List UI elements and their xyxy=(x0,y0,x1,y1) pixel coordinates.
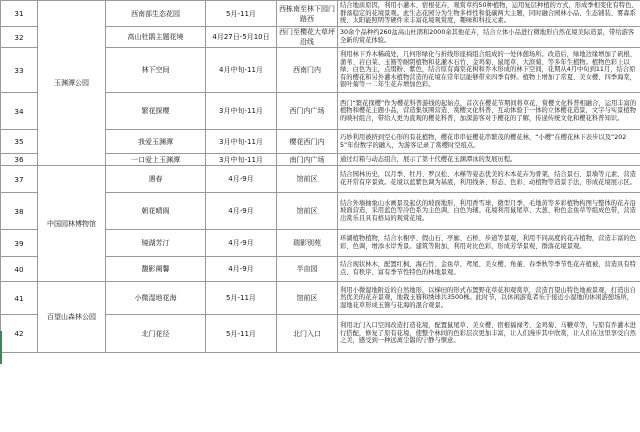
location-cell: 西南门内 xyxy=(277,48,338,93)
row-number-cell: 40 xyxy=(1,257,38,282)
description-cell: 利用北门入口空间改造打造花境，配置鼠尾草、美女樱、宿根福禄考、金鸡菊、马鞭草等，与原有乔灌木进行搭配，修复了原有花境，使整个林间的色彩层次更加丰富，让人们漫步其中欣赏，让人们在这里享受自然之美，感受到一种远离尘嚣的宁静与惬意。 xyxy=(338,315,640,353)
park-name-cell: 中国园林博物馆 xyxy=(38,166,106,282)
description-cell: 利用林下乔木稀疏处，几何形绿化与折线形座椅组合组成的一处休憩场所。改造后，绿地边缘增加了矾根、蒲苇、岩白菜、玉簪等耐阴植物和花灌木石竹、金鸡菊、鼠尾草、大滨菊、等多年生植物。植物色彩上以绿、白色为主，点缀粉、紫色，结合原有海棠花树和乔木形成的林下空间，花期从4月中旬到11月，结合原有的樱花和另外灌木植物营造的花境在常年层能够带来四季有鲜。植物上增加了常夏、美女樱、四季海棠，银叶菊等一二年生花卉增加色彩。 xyxy=(338,48,640,93)
location-cell: 西栋南至林下园门路西 xyxy=(277,1,338,27)
location-cell: 西门内广场 xyxy=(277,93,338,130)
viewing-period-cell: 4月-9月 xyxy=(206,257,277,282)
spot-name-cell: 遇春 xyxy=(106,166,206,193)
description-cell: 通过灯箱与动态组合，展示了第十代樱花玉渊潭冰的发展历程。 xyxy=(338,154,640,166)
description-cell: 结合地质原因，利用小灌木、宿根花卉，观赏草约50种植物，运用复层种植的方式，形成季相变化有特色、群落稳定的花境景观。此生态花园分为生物多样性和低碳两大主题，同时融合园林小品、生态铺装、雾森系统、太阳能照明等硬件来丰富花境观赏度，趣味和科技元素。 xyxy=(338,1,640,27)
location-cell: 半亩园 xyxy=(277,257,338,282)
row-number-cell: 39 xyxy=(1,230,38,257)
row-number-cell: 31 xyxy=(1,1,38,27)
spot-name-cell: 北门花径 xyxy=(106,315,206,353)
spot-name-cell: 朝花晴阁 xyxy=(106,193,206,230)
location-cell: 南门内广场 xyxy=(277,154,338,166)
row-number-cell: 32 xyxy=(1,27,38,48)
description-cell: 结合外墙抽象山水画景及起伏的坡面地形，利用香雪球、微型月季、毛地黄等多彩植物构图与整体的花卉沿坡面营造，采用蓝色等冷色系为主色调，白色为辅。花境利用鼠尾草、大葱、粉色金鱼草等组成色带，营造出赏乐且具有格局的观赏花境。 xyxy=(338,193,640,230)
table-row xyxy=(1,166,640,193)
spot-name-cell: 小微湿地花海 xyxy=(106,282,206,315)
row-highlight-marker xyxy=(0,331,2,364)
spot-name-cell: 高山杜鹃主题花境 xyxy=(106,27,206,48)
viewing-period-cell: 3月中旬-11月 xyxy=(206,154,277,166)
viewing-period-cell: 4月-9月 xyxy=(206,230,277,257)
spot-name-cell: 我爱玉渊潭 xyxy=(106,130,206,154)
park-name-cell: 百望山森林公园 xyxy=(38,282,106,353)
park-name-cell: 玉渊潭公园 xyxy=(38,1,106,166)
description-cell: 结合园林历史，以月季、牡丹、罗汉松、木槿等姿态优美的木本花卉为骨架，结合景石、景墙等元素，营造花开常有序景致。花境以蓝紫色调为基底，利用线条、形态、色彩、动植物等造景手法，形成花境展示区。 xyxy=(338,166,640,193)
viewing-period-cell: 5月-11月 xyxy=(206,315,277,353)
row-number-cell: 41 xyxy=(1,282,38,315)
row-number-cell: 38 xyxy=(1,193,38,230)
viewing-period-cell: 4月27日-5月10日 xyxy=(206,27,277,48)
viewing-period-cell: 3月中旬-11月 xyxy=(206,93,277,130)
row-number-cell: 34 xyxy=(1,93,38,130)
table-row xyxy=(1,1,640,27)
spot-name-cell: 一口爱上玉渊潭 xyxy=(106,154,206,166)
row-number-cell: 35 xyxy=(1,130,38,154)
viewing-period-cell: 3月中旬-11月 xyxy=(206,130,277,154)
row-number-cell: 36 xyxy=(1,154,38,166)
description-cell: 西门“繁花探樱”作为樱花科普游线的起始点，首次在樱花节期间将草花、赏樱文化科普相融合，运用丰富的植物和樱花主题小品，营造集氛围营造、赏樱文化科普、互动体验于一体的立体樱花造景，文字与实景植物的映衬组合，带给人更为直观的樱花科普，加深游客对于樱花的了解，传递传统文化和樱花科普知识。 xyxy=(338,93,640,130)
location-cell: 馆前区 xyxy=(277,193,338,230)
spot-name-cell: 馥影阑馨 xyxy=(106,257,206,282)
spot-name-cell: 镜湖芳汀 xyxy=(106,230,206,257)
spot-name-cell: 西南部生态花园 xyxy=(106,1,206,27)
description-cell: 结合现状林木，配置红枫、海石竹、金鱼草、鸢尾、美女樱、角堇、春季秋等季节性花卉植被，营造具有特点、有秩序、富有季节性特色的林地景观。 xyxy=(338,257,640,282)
row-number-cell: 37 xyxy=(1,166,38,193)
description-cell: 30余个品种约260盆高山杜鹃和2000余其他花卉，结合立体小品进行微地形自然花境美际造景，带给游客全新的赏花体验。 xyxy=(338,27,640,48)
table-body xyxy=(1,1,640,353)
location-cell: 馆前区 xyxy=(277,166,338,193)
viewing-period-cell: 4月-9月 xyxy=(206,166,277,193)
location-cell: 樱花西门内 xyxy=(277,130,338,154)
table-row xyxy=(1,282,640,315)
location-cell: 西门至樱花大草坪沿线 xyxy=(277,27,338,48)
spot-name-cell: 繁花探樱 xyxy=(106,93,206,130)
description-cell: 巧妙利用被挤到空心形的有花植物，樱花串串征樱花串繁茂的樱花林，“小樱”在樱花林下表步以及“2025”年份数字的融入，为游客记录了赏樱时空痕点。 xyxy=(338,130,640,154)
location-cell: 馆前区 xyxy=(277,282,338,315)
viewing-period-cell: 4月中旬-11月 xyxy=(206,48,277,93)
row-number-cell: 42 xyxy=(1,315,38,353)
location-cell: 瑞影别苑 xyxy=(277,230,338,257)
viewing-period-cell: 5月-11月 xyxy=(206,1,277,27)
viewing-period-cell: 5月-11月 xyxy=(206,282,277,315)
description-cell: 环湖植物植物，结合水榭亭、假山石、亭廊、石桥、步道等景观，利用不同高度的花卉植物，营造丰富的色彩、色调，增添水岸秀景。建筑等附加，利用对比色彩，形成芳华景观、群落花境景观。 xyxy=(338,230,640,257)
spot-name-cell: 林下空间 xyxy=(106,48,206,93)
description-cell: 利用小微湿地附近的自然地形，以梯田的形式布置野花草花和观赏草，营造百望山特色地被景观，打造出自然优美的花卉景观，地栽玉簪和绣球共3500株。此时节，以休闲游览者乐于接近小湿地的休闲游憩场所，湿地花草形成玉簪与花海的混合观景。 xyxy=(338,282,640,315)
viewing-period-cell: 4月-9月 xyxy=(206,193,277,230)
location-cell: 北门入口 xyxy=(277,315,338,353)
row-number-cell: 33 xyxy=(1,48,38,93)
